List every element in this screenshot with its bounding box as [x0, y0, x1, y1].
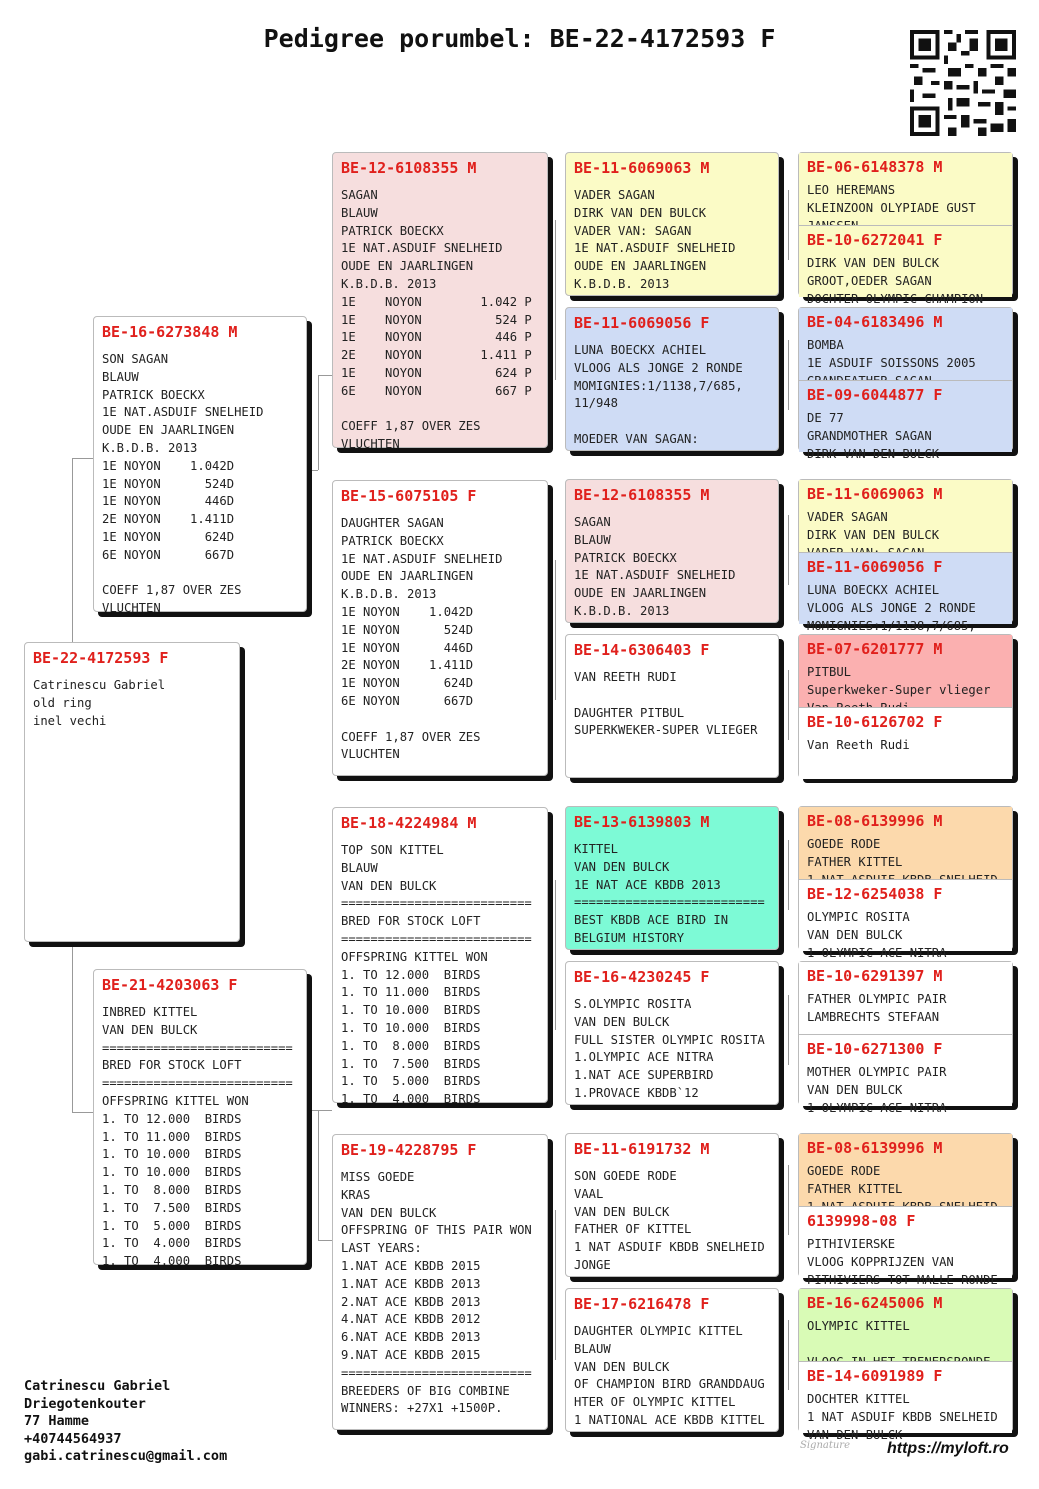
gen3-details-3: SAGAN BLAUW PATRICK BOECKX 1E NAT.ASDUIF SNELHEID OUDE EN JAARLINGEN K.B.D.B. 2013	[574, 515, 736, 618]
gen4-details-3: BOMBA 1E ASDUIF SOISSONS 2005	[807, 338, 976, 370]
subject-details: Catrinescu Gabriel old ring inel vechi	[33, 678, 166, 728]
gen4-ring-9: BE-08-6139996 M	[807, 812, 943, 830]
sire-card[interactable]	[93, 316, 307, 616]
gen4-ring-7: BE-07-6201777 M	[807, 640, 943, 658]
gen4-card-12[interactable]	[799, 1034, 1012, 1115]
gen4-details-16: DOCHTER KITTEL 1 NAT ASDUIF KBDB SNELHEID VAN DEN BULCK	[807, 1392, 998, 1442]
gen4-card-11[interactable]	[799, 962, 1012, 1034]
gen4-details-12: MOTHER OLYMPIC PAIR VAN DEN BULCK 1 OLYMPIC ACE NITRA	[807, 1065, 947, 1115]
gen4-ring-10: BE-12-6254038 F	[807, 885, 943, 903]
gen3-ring-3: BE-12-6108355 M	[574, 486, 710, 504]
dam-card[interactable]	[93, 969, 307, 1269]
gen2-card-3[interactable]	[332, 807, 548, 1107]
gen4-card-14[interactable]	[799, 1206, 1012, 1287]
gen3-card-7[interactable]	[565, 1133, 779, 1277]
sire-details: SON SAGAN BLAUW PATRICK BOECKX 1E NAT.ASDUIF SNELHEID OUDE EN JAARLINGEN K.B.D.B. 2013 1E NOYON 1.042D 1E NOYON 524D 1E NOYON 446D 2E NOYON 1.411D 1E NOYON 624D 6E NOYON 667D COEFF 1,87 OVER ZES VLUCHTEN	[102, 352, 264, 616]
sire-ring: BE-16-6273848 M	[102, 323, 238, 341]
gen3-card-6[interactable]	[565, 961, 779, 1105]
gen4-stack-4	[798, 634, 1013, 778]
gen3-details-5: KITTEL VAN DEN BULCK 1E NAT ACE KBDB 2013 ========================== BEST KBDB ACE BIRD IN BELGIUM HISTORY	[574, 842, 765, 945]
page-title: Pedigree porumbel: BE-22-4172593 F	[263, 24, 776, 53]
gen3-ring-4: BE-14-6306403 F	[574, 641, 710, 659]
gen2-card-1[interactable]	[332, 152, 548, 452]
gen3-card-5[interactable]	[565, 806, 779, 950]
gen4-details-5: VADER SAGAN DIRK VAN DEN BULCK	[807, 510, 940, 542]
gen3-card-8[interactable]	[565, 1288, 779, 1432]
gen2-ring-1: BE-12-6108355 M	[341, 159, 477, 177]
gen4-card-10[interactable]	[799, 879, 1012, 960]
gen3-card-4[interactable]	[565, 634, 779, 778]
gen4-ring-1: BE-06-6148378 M	[807, 158, 943, 176]
gen3-details-4: VAN REETH RUDI DAUGHTER PITBUL SUPERKWEKER-SUPER VLIEGER	[574, 670, 758, 738]
gen4-stack-2	[798, 307, 1013, 461]
gen3-card-1[interactable]	[565, 152, 779, 296]
gen4-card-1[interactable]	[799, 153, 1012, 225]
gen3-details-8: DAUGHTER OLYMPIC KITTEL BLAUW VAN DEN BULCK OF CHAMPION BIRD GRANDDAUG HTER OF OLYMPIC KITTEL 1 NATIONAL ACE KBDB KITTEL	[574, 1324, 765, 1427]
gen4-card-7[interactable]	[799, 635, 1012, 707]
gen4-details-4: DE 77 GRANDMOTHER SAGAN DIRK VAN DEN BULCK	[807, 411, 940, 461]
signature-logo: Signature	[800, 1440, 851, 1451]
gen2-details-2: DAUGHTER SAGAN PATRICK BOECKX 1E NAT.ASDUIF SNELHEID OUDE EN JAARLINGEN K.B.D.B. 2013 1E NOYON 1.042D 1E NOYON 524D 1E NOYON 446D 2E NOYON 1.411D 1E NOYON 624D 6E NOYON 667D COEFF 1,87 OVER ZES VLUCHTEN	[341, 516, 503, 762]
gen4-card-6[interactable]	[799, 552, 1012, 633]
gen4-ring-13: BE-08-6139996 M	[807, 1139, 943, 1157]
gen4-ring-15: BE-16-6245006 M	[807, 1294, 943, 1312]
gen3-ring-7: BE-11-6191732 M	[574, 1140, 710, 1158]
gen4-details-2: DIRK VAN DEN BULCK GROOT,OEDER SAGAN DOCHTER OLYMPIC CHAMPION	[807, 256, 984, 306]
gen4-details-13: GOEDE RODE FATHER KITTEL	[807, 1164, 903, 1196]
gen4-ring-5: BE-11-6069063 M	[807, 485, 943, 503]
gen2-card-2[interactable]	[332, 480, 548, 776]
gen4-ring-4: BE-09-6044877 F	[807, 386, 943, 404]
gen3-ring-2: BE-11-6069056 F	[574, 314, 710, 332]
gen2-details-1: SAGAN BLAUW PATRICK BOECKX 1E NAT.ASDUIF SNELHEID OUDE EN JAARLINGEN K.B.D.B. 2013 1E NOYON 1.042 P 1E NOYON 524 P 1E NOYON 446 P 2E NOYON 1.411 P 1E NOYON 624 P 6E NOYON 667 P COEFF 1,87 OVER ZES VLUCHTEN	[341, 188, 532, 452]
gen3-ring-6: BE-16-4230245 F	[574, 968, 710, 986]
gen4-details-15: OLYMPIC KITTEL	[807, 1319, 910, 1333]
gen4-ring-12: BE-10-6271300 F	[807, 1040, 943, 1058]
gen4-ring-2: BE-10-6272041 F	[807, 231, 943, 249]
gen4-details-6: LUNA BOECKX ACHIEL VLOOG ALS JONGE 2 RONDE MOMIGNIES:1/1138,7/685,	[807, 583, 976, 633]
gen4-card-2[interactable]	[799, 225, 1012, 306]
gen3-card-3[interactable]	[565, 479, 779, 623]
gen4-card-8[interactable]	[799, 707, 1012, 779]
gen2-ring-3: BE-18-4224984 M	[341, 814, 477, 832]
gen2-details-4: MISS GOEDE KRAS VAN DEN BULCK OFFSPRING OF THIS PAIR WON LAST YEARS: 1.NAT ACE KBDB 2015 1.NAT ACE KBDB 2013 2.NAT ACE KBDB 2013 4.NAT ACE KBDB 2012 6.NAT ACE KBDB 2013 9.NAT ACE KBDB 2015 ========================== BREEDERS OF BIG COMBINE WINNERS: +27X1 +1500P.	[341, 1170, 532, 1416]
gen4-ring-11: BE-10-6291397 M	[807, 967, 943, 985]
gen4-card-5[interactable]	[799, 480, 1012, 552]
gen4-details-8: Van Reeth Rudi	[807, 738, 910, 752]
gen4-details-10: OLYMPIC ROSITA VAN DEN BULCK 1 OLYMPIC ACE NITRA	[807, 910, 947, 960]
gen4-details-7: PITBUL Superkweker-Super vlieger	[807, 665, 991, 697]
gen4-stack-7	[798, 1133, 1013, 1287]
gen4-ring-3: BE-04-6183496 M	[807, 313, 943, 331]
gen3-ring-5: BE-13-6139803 M	[574, 813, 710, 831]
gen4-details-1: LEO HEREMANS KLEINZOON OLYPIADE GUST	[807, 183, 976, 215]
gen3-details-6: S.OLYMPIC ROSITA VAN DEN BULCK FULL SISTER OLYMPIC ROSITA 1.OLYMPIC ACE NITRA 1.NAT ACE SUPERBIRD 1.PROVACE KBDB`12	[574, 997, 765, 1100]
gen4-card-16[interactable]	[799, 1361, 1012, 1442]
gen4-card-4[interactable]	[799, 380, 1012, 461]
gen4-stack-6	[798, 961, 1013, 1115]
gen4-stack-5	[798, 806, 1013, 960]
gen3-details-1: VADER SAGAN DIRK VAN DEN BULCK VADER VAN: SAGAN 1E NAT.ASDUIF SNELHEID OUDE EN JAARLINGEN K.B.D.B. 2013	[574, 188, 736, 291]
gen2-details-3: TOP SON KITTEL BLAUW VAN DEN BULCK ========================== BRED FOR STOCK LOFT ========================== OFFSPRING KITTEL WON 1. TO 12.000 BIRDS 1. TO 11.000 BIRDS 1. TO 10.000 BIRDS 1. TO 10.000 BIRDS 1. TO 8.000 BIRDS 1. TO 7.500 BIRDS 1. TO 5.000 BIRDS 1. TO 4.000 BIRDS	[341, 843, 532, 1107]
gen4-stack-3	[798, 479, 1013, 633]
gen4-stack-8	[798, 1288, 1013, 1442]
dam-details: INBRED KITTEL VAN DEN BULCK ========================== BRED FOR STOCK LOFT ========================== OFFSPRING KITTEL WON 1. TO 12.000 BIRDS 1. TO 11.000 BIRDS 1. TO 10.000 BIRDS 1. TO 10.000 BIRDS 1. TO 8.000 BIRDS 1. TO 7.500 BIRDS 1. TO 5.000 BIRDS 1. TO 4.000 BIRDS 1. TO 4.000 BIRDS	[102, 1005, 293, 1269]
gen4-card-3[interactable]	[799, 308, 1012, 380]
gen4-card-9[interactable]	[799, 807, 1012, 879]
gen3-card-2[interactable]	[565, 307, 779, 451]
gen4-stack-1	[798, 152, 1013, 306]
gen2-ring-2: BE-15-6075105 F	[341, 487, 477, 505]
subject-card[interactable]	[24, 642, 240, 942]
dam-ring: BE-21-4203063 F	[102, 976, 238, 994]
qr-code-icon	[910, 30, 1016, 136]
gen4-details-14: PITHIVIERSKE VLOOG KOPPRIJZEN VAN PITHIVIERS TOT MALLE RONDE	[807, 1237, 998, 1287]
gen4-details-9: GOEDE RODE FATHER KITTEL	[807, 837, 903, 869]
gen4-ring-16: BE-14-6091989 F	[807, 1367, 943, 1385]
gen4-ring-6: BE-11-6069056 F	[807, 558, 943, 576]
gen3-ring-1: BE-11-6069063 M	[574, 159, 710, 177]
gen3-ring-8: BE-17-6216478 F	[574, 1295, 710, 1313]
gen4-ring-14: 6139998-08 F	[807, 1212, 916, 1230]
gen2-card-4[interactable]	[332, 1134, 548, 1430]
owner-contact: Catrinescu Gabriel Driegotenkouter 77 Hamme +40744564937 gabi.catrinescu@gmail.com	[24, 1378, 228, 1464]
gen3-details-7: SON GOEDE RODE VAAL VAN DEN BULCK FATHER OF KITTEL 1 NAT ASDUIF KBDB SNELHEID JONGE	[574, 1169, 765, 1272]
gen4-ring-8: BE-10-6126702 F	[807, 713, 943, 731]
website-link[interactable]: https://myloft.ro	[887, 1440, 1009, 1457]
gen4-card-15[interactable]	[799, 1289, 1012, 1361]
gen2-ring-4: BE-19-4228795 F	[341, 1141, 477, 1159]
gen4-card-13[interactable]	[799, 1134, 1012, 1206]
subject-ring: BE-22-4172593 F	[33, 649, 169, 667]
gen4-details-11: FATHER OLYMPIC PAIR LAMBRECHTS STEFAAN	[807, 992, 947, 1024]
gen3-details-2: LUNA BOECKX ACHIEL VLOOG ALS JONGE 2 RONDE MOMIGNIES:1/1138,7/685, 11/948 MOEDER VAN SAGAN:	[574, 343, 743, 446]
